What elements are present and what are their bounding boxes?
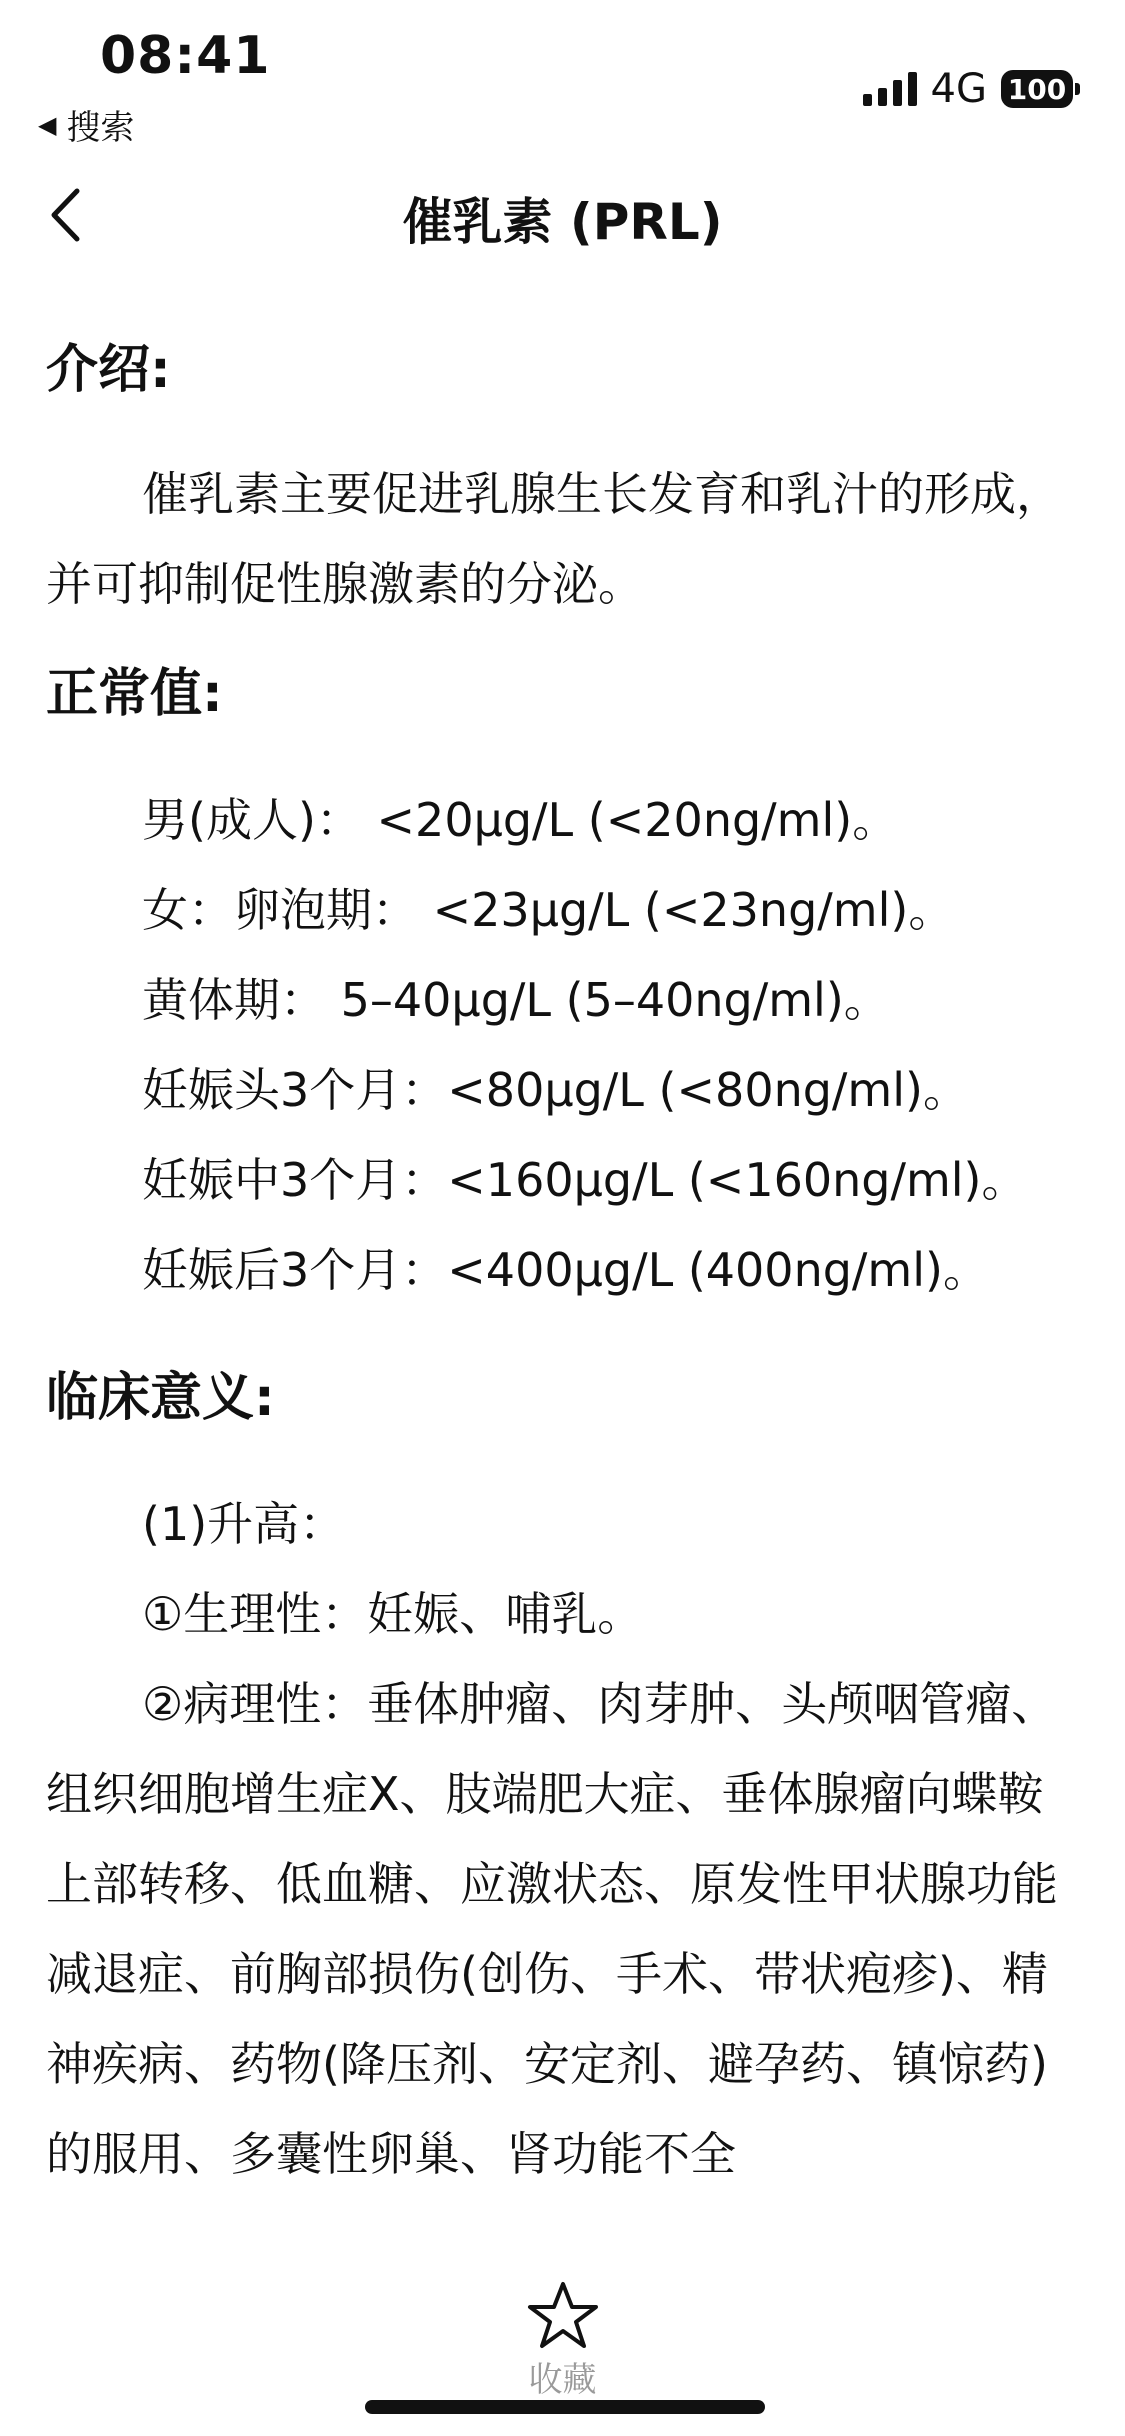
- home-indicator[interactable]: [365, 2400, 765, 2414]
- favorite-button[interactable]: [0, 2280, 1125, 2401]
- favorite-label: 收藏: [528, 2360, 597, 2400]
- status-time: 08:41: [100, 26, 271, 86]
- normal-value-line: 妊娠后3个月：<400μg/L (400ng/ml)。: [142, 1243, 989, 1297]
- normal-value-line: 女：卵泡期： <23μg/L (<23ng/ml)。: [142, 883, 955, 937]
- back-triangle-icon: ◀: [38, 110, 57, 139]
- cellular-signal-icon: [863, 72, 917, 106]
- intro-text: 催乳素主要促进乳腺生长发育和乳汁的形成，并可抑制促性腺激素的分泌。: [46, 467, 1062, 611]
- normal-values-list: [46, 775, 1081, 1315]
- article-content: [46, 325, 1081, 2199]
- network-type: 4G: [930, 66, 987, 112]
- clinical-line: ①生理性：妊娠、哺乳。: [142, 1587, 644, 1641]
- clinical-significance-heading: 临床意义:: [46, 1368, 275, 1428]
- clinical-significance-list: [46, 1479, 1081, 1659]
- status-indicators: [863, 66, 1073, 112]
- battery-icon: [1001, 70, 1073, 108]
- normal-values-heading: 正常值:: [46, 664, 223, 724]
- battery-level: 100: [1007, 72, 1067, 106]
- normal-value-line: 妊娠头3个月：<80μg/L (<80ng/ml)。: [142, 1063, 969, 1117]
- back-to-app-link[interactable]: [38, 100, 134, 149]
- normal-value-line: 男(成人)： <20μg/L (<20ng/ml)。: [142, 793, 899, 847]
- intro-heading: 介绍:: [46, 340, 171, 400]
- clinical-pathological-text: ②病理性：垂体肿瘤、肉芽肿、头颅咽管瘤、组织细胞增生症X、肢端肥大症、垂体腺瘤向蝶鞍上部转移、低血糖、应激状态、原发性甲状腺功能减退症、前胸部损伤(创伤、手术、带状疱疹)、精神疾病、药物(降压剂、安定剂、避孕药、镇惊药)的服用、多囊性卵巢、肾功能不全: [46, 1677, 1058, 2181]
- star-icon: [526, 2280, 600, 2350]
- page-title: 催乳素 (PRL): [402, 193, 723, 251]
- clinical-line: (1)升高：: [142, 1497, 346, 1551]
- back-to-app-label: 搜索: [66, 108, 135, 148]
- normal-value-line: 妊娠中3个月：<160μg/L (<160ng/ml)。: [142, 1153, 1028, 1207]
- normal-value-line: 黄体期： 5–40μg/L (5–40ng/ml)。: [142, 973, 890, 1027]
